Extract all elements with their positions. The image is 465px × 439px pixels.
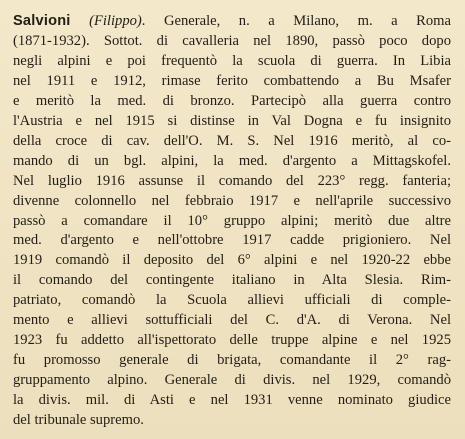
entry-line-7: della croce di cav. dell'O. M. S. Nel 1916 meritò, al co- bbox=[13, 132, 451, 149]
entry-line-16: mento e allievi sottufficiali del C. d'A. di Verona. Nel bbox=[13, 312, 451, 329]
entry-surname: Salvioni bbox=[13, 13, 71, 29]
entry-line-13: 1919 comandò il deposito del 6° alpini e nel 1920-22 ebbe bbox=[13, 252, 451, 269]
entry-line-2: (1871-1932). Sottot. di cavalleria nel 1890, passò poco dopo bbox=[13, 32, 451, 49]
entry-line-5: e meritò la med. di bronzo. Partecipò alla guerra contro bbox=[13, 92, 451, 109]
entry-line-8: mando di un bgl. alpini, la med. d'argento a Mittagskofel. bbox=[13, 152, 451, 169]
entry-line-18: fu promosso generale di brigata, comandante il 2° rag- bbox=[13, 352, 451, 369]
entry-line-21: del tribunale supremo. bbox=[13, 412, 144, 429]
entry-line-1 bbox=[13, 12, 451, 32]
entry-given-name: (Filippo) bbox=[89, 13, 142, 29]
entry-line-9: Nel luglio 1916 assunse il comando del 223° regg. fanteria; bbox=[13, 172, 451, 189]
entry-line-19: gruppamento alpino. Generale di divis. nel 1929, comandò bbox=[13, 372, 451, 389]
entry-line-20: la divis. mil. di Asti e nel 1931 venne nominato giudice bbox=[13, 392, 451, 409]
entry-line-14: il comando del contingente italiano in Alta Slesia. Rim- bbox=[13, 272, 451, 289]
entry-line-15: patriato, comandò la Scuola allievi ufficiali di comple- bbox=[13, 292, 451, 309]
entry-line-17: 1923 fu addetto all'ispettorato delle truppe alpine e nel 1925 bbox=[13, 332, 451, 349]
entry-line-11: passò a comandare il 10° gruppo alpini; meritò due altre bbox=[13, 212, 451, 229]
entry-line-6: l'Austria e nel 1915 si distinse in Val Dogna e fu insignito bbox=[13, 112, 451, 129]
entry-line-3: negli alpini e poi frequentò la scuola di guerra. In Libia bbox=[13, 52, 451, 69]
biography-entry bbox=[13, 12, 451, 431]
entry-line-10: divenne colonnello nel febbraio 1917 e nell'aprile successivo bbox=[13, 192, 451, 209]
entry-line-1-text: . Generale, n. a Milano, m. a Roma bbox=[141, 13, 451, 29]
entry-line-4: nel 1911 e 1912, rimase ferito combattendo a Bu Msafer bbox=[13, 72, 451, 89]
entry-line-12: med. d'argento e nell'ottobre 1917 cadde prigioniero. Nel bbox=[13, 232, 451, 249]
